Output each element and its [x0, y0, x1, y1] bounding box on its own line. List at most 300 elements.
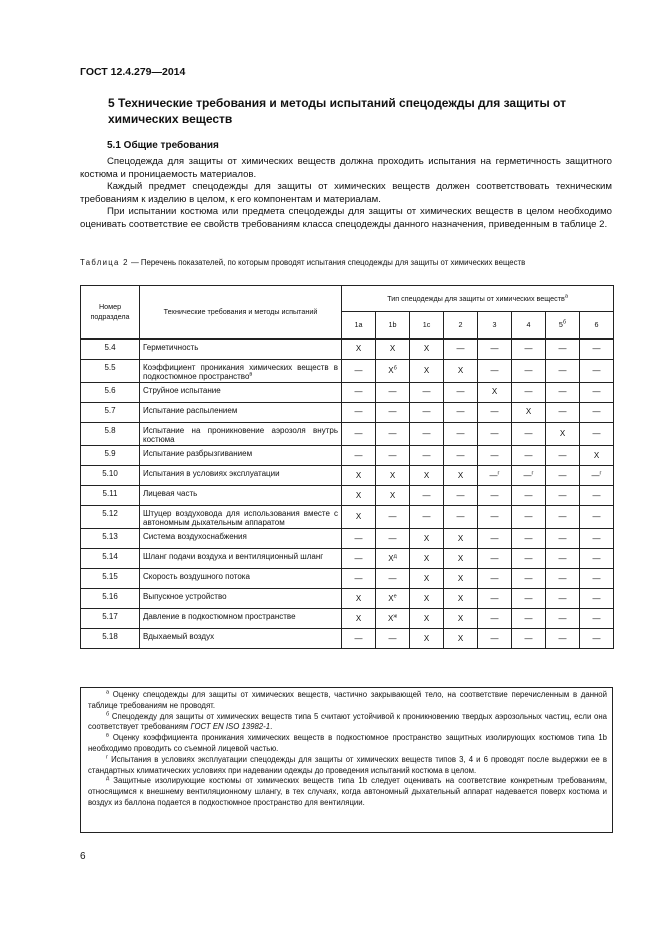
applicability-cell — [580, 529, 614, 549]
applicability-cell — [580, 589, 614, 609]
footnote-mark: б — [106, 711, 110, 717]
applicability-mark: — — [388, 533, 397, 543]
applicability-cell — [444, 359, 478, 382]
applicability-cell — [478, 359, 512, 382]
applicability-mark: — — [354, 533, 363, 543]
subsection-number-cell: 5.10 — [81, 465, 140, 485]
requirement-cell — [140, 609, 342, 629]
applicability-mark: — — [422, 387, 431, 397]
applicability-mark: X — [389, 470, 396, 480]
applicability-cell — [444, 339, 478, 360]
applicability-cell — [376, 569, 410, 589]
applicability-mark: — — [524, 553, 533, 563]
header-type-label: 5 — [558, 319, 563, 329]
applicability-cell — [580, 629, 614, 649]
applicability-mark: X — [457, 470, 464, 480]
applicability-cell — [444, 589, 478, 609]
applicability-mark: — — [354, 573, 363, 583]
applicability-mark: — — [422, 490, 431, 500]
applicability-mark: — — [558, 593, 567, 603]
applicability-mark: X — [423, 365, 430, 375]
footnote-text: Защитные изолирующие костюмы от химических веществ типа 1b следует оценивать на соответствие конкретным требованиям, относящимся к внешнему вентиляционному шлангу, в тех случаях, когда автономный дыхательный аппарат надевается поверх костюма и воздух из баллона подается в подкостюмное пространство для вентиляции. — [88, 776, 607, 807]
subsection-title: 5.1 Общие требования — [107, 140, 219, 151]
applicability-mark: X — [355, 344, 362, 354]
applicability-mark: — — [591, 470, 600, 480]
applicability-cell — [342, 382, 376, 402]
applicability-cell — [342, 549, 376, 569]
applicability-cell — [546, 589, 580, 609]
requirement-text: Шланг подачи воздуха и вентиляционный шланг — [143, 552, 324, 562]
subsection-number-cell: 5.4 — [81, 339, 140, 360]
applicability-mark: — — [490, 573, 499, 583]
applicability-cell — [376, 402, 410, 422]
applicability-mark: — — [592, 633, 601, 643]
applicability-mark: X — [355, 490, 362, 500]
applicability-mark: — — [524, 533, 533, 543]
table-row — [81, 339, 614, 360]
subsection-number-cell: 5.9 — [81, 445, 140, 465]
applicability-cell — [512, 629, 546, 649]
applicability-mark: — — [524, 490, 533, 500]
applicability-mark: X — [388, 593, 394, 603]
header-subsection-number: Номер подраздела — [81, 286, 140, 339]
table-row — [81, 505, 614, 528]
applicability-cell — [478, 382, 512, 402]
applicability-mark: — — [592, 428, 601, 438]
applicability-mark: — — [592, 533, 601, 543]
applicability-mark: — — [354, 365, 363, 375]
applicability-cell — [410, 402, 444, 422]
applicability-mark: — — [490, 533, 499, 543]
applicability-cell — [342, 569, 376, 589]
header-type-label: 6 — [594, 319, 599, 329]
applicability-cell — [546, 529, 580, 549]
applicability-mark: — — [524, 365, 533, 375]
applicability-mark: — — [456, 344, 465, 354]
applicability-mark: — — [558, 470, 567, 480]
footnote-ref: д — [393, 553, 397, 560]
applicability-mark: — — [524, 633, 533, 643]
applicability-cell — [376, 505, 410, 528]
header-type-1b — [376, 312, 410, 339]
applicability-mark: — — [558, 344, 567, 354]
applicability-cell — [376, 549, 410, 569]
applicability-mark: — — [490, 593, 499, 603]
header-type-label: 1c — [422, 319, 431, 329]
paragraph: Каждый предмет спецодежды для защиты от химических веществ должен соответствовать техническим требованиям к изделию в целом, к его компонентам и материалам. — [80, 181, 612, 205]
applicability-cell — [478, 529, 512, 549]
header-type-4 — [512, 312, 546, 339]
applicability-mark: — — [558, 387, 567, 397]
applicability-cell — [376, 339, 410, 360]
subsection-number-cell: 5.16 — [81, 589, 140, 609]
footnote-standard-ref: ГОСТ EN ISO 13982-1 — [190, 722, 271, 732]
footnote — [88, 776, 607, 808]
applicability-cell — [580, 569, 614, 589]
applicability-mark: — — [523, 470, 532, 480]
applicability-cell — [546, 465, 580, 485]
applicability-mark: — — [592, 365, 601, 375]
subsection-number-cell: 5.8 — [81, 422, 140, 445]
requirement-cell — [140, 465, 342, 485]
applicability-mark: X — [423, 470, 430, 480]
applicability-cell — [444, 529, 478, 549]
applicability-mark: X — [388, 553, 394, 563]
applicability-mark: — — [524, 613, 533, 623]
table-row — [81, 485, 614, 505]
subsection-number-cell: 5.5 — [81, 359, 140, 382]
applicability-cell — [546, 549, 580, 569]
applicability-cell — [580, 402, 614, 422]
applicability-mark: — — [388, 450, 397, 460]
applicability-mark: — — [558, 633, 567, 643]
applicability-mark: — — [489, 470, 498, 480]
applicability-mark: — — [592, 593, 601, 603]
applicability-cell — [342, 445, 376, 465]
applicability-cell — [376, 609, 410, 629]
requirement-text: Герметичность — [143, 342, 199, 352]
requirement-cell — [140, 422, 342, 445]
applicability-cell — [376, 465, 410, 485]
applicability-mark: X — [559, 428, 566, 438]
applicability-mark: — — [456, 490, 465, 500]
footnote-ref: б — [393, 365, 397, 372]
applicability-cell — [546, 569, 580, 589]
footnote-ref: г — [531, 469, 534, 476]
applicability-cell — [444, 422, 478, 445]
subsection-number-cell: 5.14 — [81, 549, 140, 569]
applicability-mark: — — [354, 387, 363, 397]
footnote-mark: в — [106, 732, 109, 739]
table-caption-label: Таблица 2 — [80, 258, 129, 267]
applicability-cell — [376, 422, 410, 445]
applicability-mark: — — [490, 365, 499, 375]
applicability-cell — [410, 529, 444, 549]
applicability-cell — [546, 629, 580, 649]
applicability-cell — [546, 609, 580, 629]
applicability-mark: — — [354, 633, 363, 643]
applicability-cell — [478, 422, 512, 445]
table-row — [81, 465, 614, 485]
applicability-cell — [546, 505, 580, 528]
requirement-cell — [140, 549, 342, 569]
footnote-mark: д — [106, 775, 110, 782]
applicability-cell — [478, 549, 512, 569]
applicability-mark: X — [525, 407, 532, 417]
header-requirements: Технические требования и методы испытаний — [140, 286, 342, 339]
applicability-mark: X — [457, 553, 464, 563]
requirement-text: Выпускное устройство — [143, 592, 227, 602]
applicability-cell — [342, 629, 376, 649]
requirement-text: Скорость воздушного потока — [143, 572, 250, 582]
applicability-cell — [512, 359, 546, 382]
requirement-cell — [140, 485, 342, 505]
applicability-cell — [410, 339, 444, 360]
footnote-mark: а — [106, 689, 110, 696]
applicability-cell — [410, 589, 444, 609]
header-type-label: 3 — [492, 319, 497, 329]
applicability-cell — [546, 485, 580, 505]
applicability-cell — [478, 609, 512, 629]
applicability-mark: — — [592, 407, 601, 417]
subsection-number-cell: 5.13 — [81, 529, 140, 549]
applicability-cell — [376, 359, 410, 382]
applicability-mark: — — [592, 512, 601, 522]
applicability-mark: X — [389, 490, 396, 500]
header-type-group-label: Тип спецодежды для защиты от химических веществ — [387, 293, 565, 303]
applicability-cell — [512, 529, 546, 549]
footnote — [88, 733, 607, 755]
header-type-label: 1b — [388, 319, 397, 329]
subsection-number-cell: 5.6 — [81, 382, 140, 402]
footnote-ref: е — [393, 593, 397, 600]
requirement-text: Вдыхаемый воздух — [143, 632, 215, 642]
applicability-mark: X — [355, 613, 362, 623]
footnote — [88, 712, 607, 734]
applicability-mark: — — [558, 512, 567, 522]
applicability-mark: — — [490, 512, 499, 522]
requirement-text: Испытания в условиях эксплуатации — [143, 468, 280, 478]
applicability-mark: — — [490, 428, 499, 438]
applicability-cell — [478, 589, 512, 609]
document-code: ГОСТ 12.4.279—2014 — [80, 66, 186, 78]
applicability-cell — [342, 339, 376, 360]
applicability-cell — [410, 505, 444, 528]
applicability-cell — [512, 402, 546, 422]
header-type-3 — [478, 312, 512, 339]
applicability-cell — [410, 549, 444, 569]
applicability-mark: — — [524, 450, 533, 460]
applicability-cell — [342, 402, 376, 422]
applicability-mark: X — [388, 365, 394, 375]
applicability-cell — [444, 445, 478, 465]
applicability-cell — [546, 382, 580, 402]
applicability-mark: — — [456, 450, 465, 460]
applicability-mark: — — [388, 407, 397, 417]
table-row — [81, 629, 614, 649]
requirement-cell — [140, 569, 342, 589]
applicability-cell — [580, 382, 614, 402]
applicability-cell — [410, 485, 444, 505]
header-type-2 — [444, 312, 478, 339]
applicability-mark: X — [423, 633, 430, 643]
applicability-mark: — — [388, 573, 397, 583]
applicability-mark: — — [558, 573, 567, 583]
table-row — [81, 549, 614, 569]
applicability-mark: — — [388, 512, 397, 522]
applicability-cell — [444, 549, 478, 569]
requirement-cell — [140, 339, 342, 360]
table-row — [81, 609, 614, 629]
subsection-number-cell: 5.18 — [81, 629, 140, 649]
subsection-number-cell: 5.12 — [81, 505, 140, 528]
applicability-mark: — — [592, 573, 601, 583]
paragraph: Спецодежда для защиты от химических веществ должна проходить испытания на герметичность защитного костюма и проницаемость материалов. — [80, 156, 612, 180]
table-row — [81, 445, 614, 465]
requirement-cell — [140, 529, 342, 549]
applicability-mark: — — [558, 613, 567, 623]
applicability-mark: X — [355, 470, 362, 480]
footnote-ref: в — [249, 371, 253, 378]
applicability-cell — [444, 569, 478, 589]
table-row — [81, 402, 614, 422]
applicability-mark: — — [456, 512, 465, 522]
applicability-mark: — — [592, 344, 601, 354]
applicability-mark: — — [524, 387, 533, 397]
applicability-mark: — — [524, 512, 533, 522]
applicability-mark: — — [490, 633, 499, 643]
applicability-cell — [580, 549, 614, 569]
applicability-cell — [478, 485, 512, 505]
applicability-cell — [478, 629, 512, 649]
applicability-mark: X — [457, 613, 464, 623]
applicability-mark: — — [558, 490, 567, 500]
footnote-ref: а — [564, 293, 568, 300]
applicability-mark: — — [490, 613, 499, 623]
applicability-mark: — — [354, 450, 363, 460]
requirement-text: Струйное испытание — [143, 385, 221, 395]
requirement-cell — [140, 382, 342, 402]
applicability-cell — [376, 589, 410, 609]
applicability-cell — [478, 402, 512, 422]
applicability-cell — [376, 485, 410, 505]
applicability-cell — [342, 485, 376, 505]
applicability-cell — [444, 505, 478, 528]
applicability-mark: X — [423, 553, 430, 563]
footnote-text: Оценку спецодежды для защиты от химических веществ, частично закрывающей тело, на соответствие перечисленным в данной таблице требованиям не проводят. — [88, 690, 607, 710]
applicability-cell — [444, 382, 478, 402]
applicability-cell — [512, 549, 546, 569]
applicability-mark: X — [423, 593, 430, 603]
applicability-mark: X — [355, 512, 362, 522]
body-text — [80, 156, 612, 232]
requirement-text: Давление в подкостюмном пространстве — [143, 612, 296, 622]
applicability-mark: — — [422, 428, 431, 438]
applicability-cell — [342, 589, 376, 609]
applicability-cell — [512, 589, 546, 609]
footnote-text: Спецодежду для защиты от химических веществ типа 5 считают устойчивой к проникновению твердых аэрозольных частиц, если она соответствует требованиям — [88, 711, 607, 732]
applicability-cell — [580, 359, 614, 382]
applicability-cell — [580, 445, 614, 465]
applicability-mark: X — [387, 613, 394, 623]
applicability-cell — [410, 382, 444, 402]
applicability-mark: X — [423, 573, 430, 583]
applicability-cell — [376, 629, 410, 649]
applicability-mark: — — [388, 633, 397, 643]
header-type-label: 4 — [526, 319, 531, 329]
requirement-cell — [140, 589, 342, 609]
applicability-cell — [512, 609, 546, 629]
applicability-cell — [376, 445, 410, 465]
applicability-cell — [512, 485, 546, 505]
applicability-cell — [546, 422, 580, 445]
table-footnotes — [80, 687, 613, 833]
applicability-mark: — — [456, 387, 465, 397]
applicability-mark: X — [457, 365, 464, 375]
header-type-label: 2 — [458, 319, 463, 329]
applicability-cell — [512, 465, 546, 485]
applicability-mark: X — [491, 387, 498, 397]
requirement-cell — [140, 359, 342, 382]
applicability-cell — [478, 339, 512, 360]
applicability-cell — [512, 505, 546, 528]
applicability-cell — [342, 465, 376, 485]
applicability-cell — [546, 339, 580, 360]
table-row — [81, 382, 614, 402]
applicability-mark: X — [593, 450, 600, 460]
page-number: 6 — [80, 851, 86, 862]
footnote-text-end: . — [270, 722, 273, 732]
table-row — [81, 569, 614, 589]
applicability-cell — [580, 339, 614, 360]
applicability-mark: — — [524, 573, 533, 583]
table-row — [81, 589, 614, 609]
requirements-table — [80, 285, 614, 649]
applicability-mark: — — [490, 490, 499, 500]
header-type-5 — [546, 312, 580, 339]
applicability-mark: X — [423, 344, 430, 354]
applicability-cell — [410, 609, 444, 629]
table-caption — [80, 258, 612, 269]
applicability-mark: X — [423, 613, 430, 623]
applicability-cell — [546, 445, 580, 465]
applicability-cell — [410, 629, 444, 649]
applicability-cell — [342, 529, 376, 549]
applicability-cell — [580, 465, 614, 485]
applicability-mark: — — [558, 365, 567, 375]
applicability-cell — [444, 629, 478, 649]
applicability-cell — [512, 339, 546, 360]
applicability-cell — [342, 609, 376, 629]
table-caption-text: — Перечень показателей, по которым проводят испытания спецодежды для защиты от химических веществ — [128, 258, 526, 267]
applicability-mark: — — [592, 553, 601, 563]
header-type-1a — [342, 312, 376, 339]
header-type-1c — [410, 312, 444, 339]
applicability-mark: — — [558, 553, 567, 563]
applicability-mark: — — [388, 387, 397, 397]
applicability-mark: — — [592, 387, 601, 397]
footnote — [88, 690, 607, 712]
requirement-text: Система воздухоснабжения — [143, 532, 247, 542]
applicability-cell — [580, 609, 614, 629]
requirement-cell — [140, 629, 342, 649]
footnote-mark: г — [106, 754, 109, 761]
requirement-text: Испытание на проникновение аэрозоля внутрь костюма — [143, 425, 338, 445]
paragraph: При испытании костюма или предмета спецодежды для защиты от химических веществ в целом необходимо оценивать соответствие ее свойств требованиям класса спецодежды данного назначения, приведенным в таблице 2. — [80, 206, 612, 230]
header-type-label: 1a — [354, 319, 363, 329]
applicability-mark: X — [389, 344, 396, 354]
applicability-cell — [512, 569, 546, 589]
applicability-cell — [376, 382, 410, 402]
applicability-mark: — — [558, 407, 567, 417]
applicability-cell — [444, 465, 478, 485]
applicability-mark: — — [354, 428, 363, 438]
applicability-mark: — — [422, 450, 431, 460]
applicability-cell — [478, 505, 512, 528]
applicability-mark: — — [490, 344, 499, 354]
applicability-mark: — — [490, 407, 499, 417]
applicability-cell — [342, 505, 376, 528]
applicability-cell — [580, 422, 614, 445]
applicability-mark: — — [354, 407, 363, 417]
applicability-cell — [444, 485, 478, 505]
footnote-ref: г — [599, 469, 602, 476]
applicability-mark: X — [355, 593, 362, 603]
section-title: 5 Технические требования и методы испытаний спецодежды для защиты от химических веществ — [108, 96, 566, 126]
requirement-text: Лицевая часть — [143, 488, 198, 498]
subsection-number-cell: 5.15 — [81, 569, 140, 589]
footnote-text: Оценку коэффициента проникания химических веществ в подкостюмное пространство защитных изолирующих костюмов типа 1b необходимо проводить со съемной лицевой частью. — [88, 733, 607, 753]
